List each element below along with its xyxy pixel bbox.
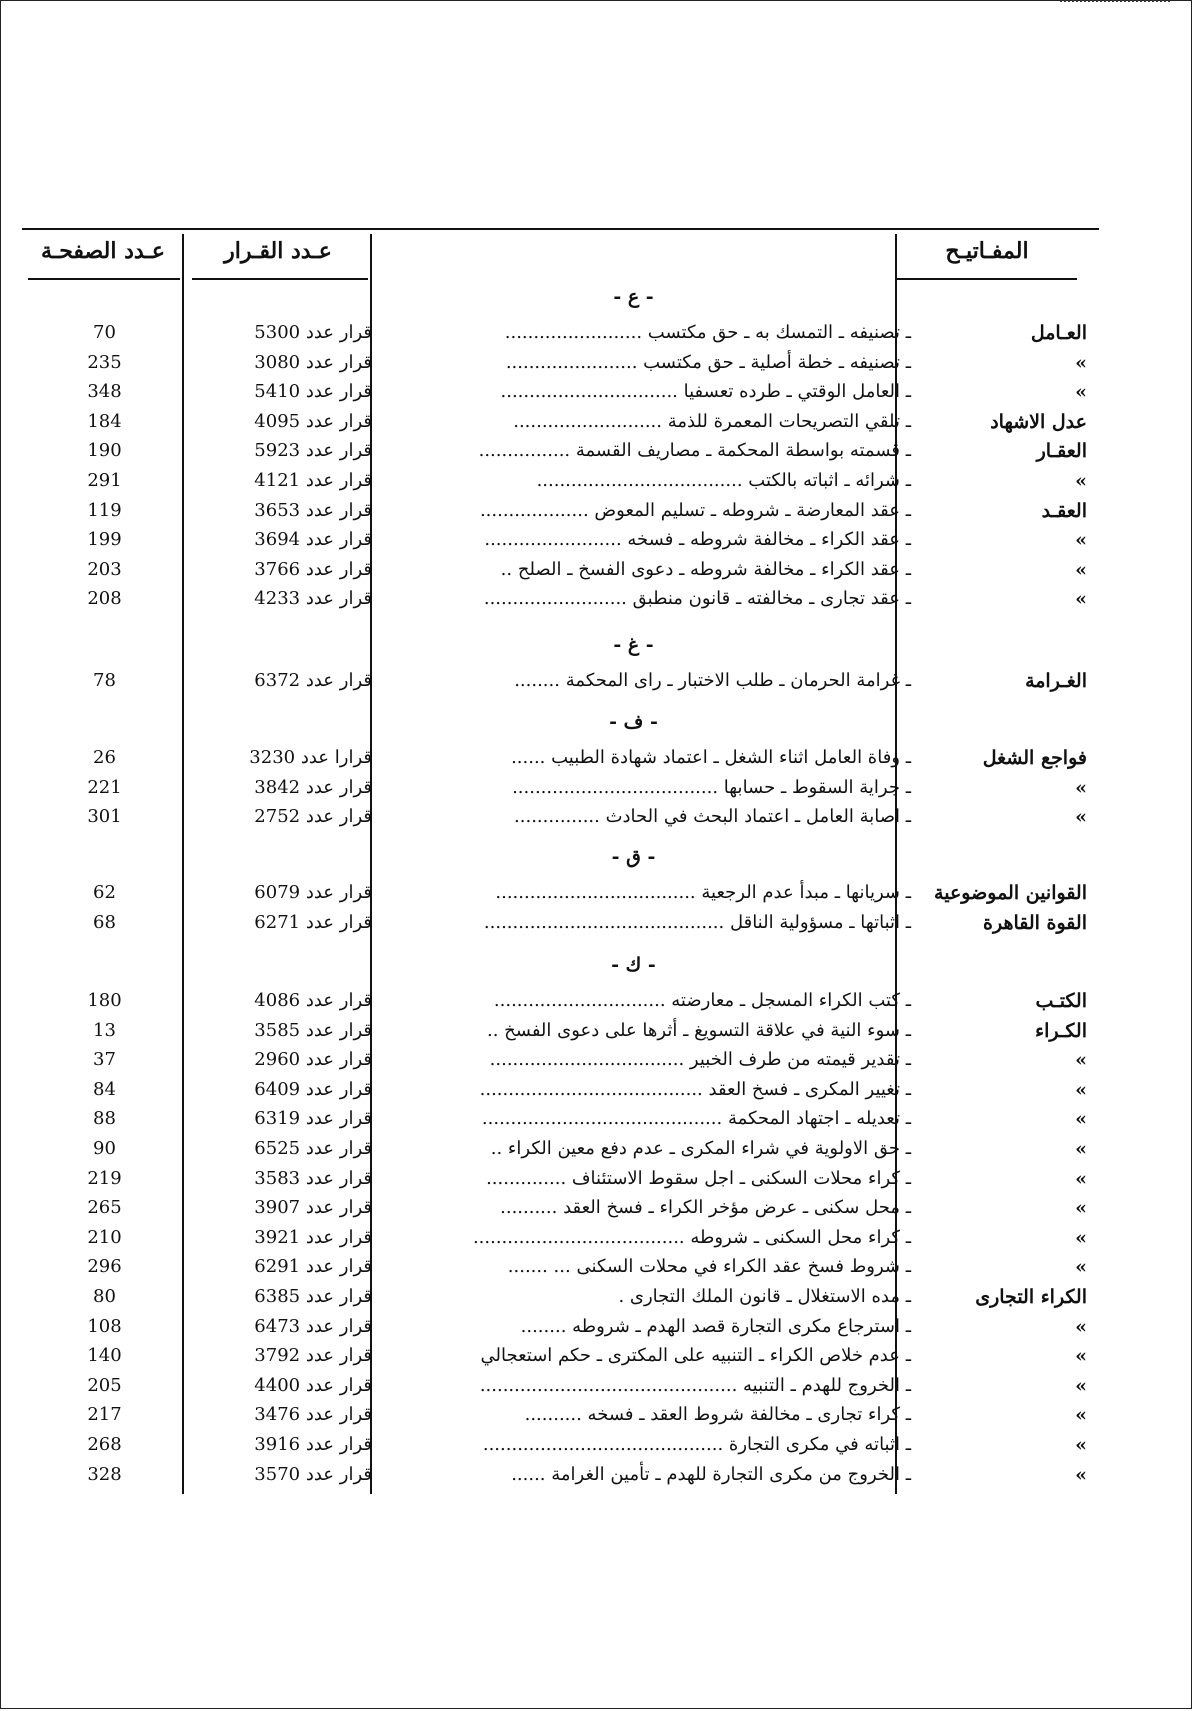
table-row bbox=[22, 407, 1099, 437]
index-key: » bbox=[1075, 381, 1087, 404]
index-key: » bbox=[1075, 776, 1087, 799]
table-row bbox=[22, 1193, 1099, 1223]
page-number: 26 bbox=[93, 747, 116, 768]
decision-number: قرار عدد 2960 bbox=[254, 1049, 372, 1071]
table-row bbox=[22, 1430, 1099, 1460]
page-number: 78 bbox=[93, 670, 116, 691]
decision-number: قرار عدد 3080 bbox=[254, 351, 372, 373]
index-key: عدل الاشهاد bbox=[990, 410, 1087, 433]
table-row bbox=[22, 1460, 1099, 1490]
page-number: 37 bbox=[93, 1049, 116, 1071]
decision-number: قرار عدد 5410 bbox=[254, 381, 372, 403]
index-key: » bbox=[1075, 588, 1087, 611]
decision-number: قرار عدد 6409 bbox=[254, 1078, 372, 1100]
table-row bbox=[22, 584, 1099, 614]
index-key: » bbox=[1075, 351, 1087, 374]
decision-number: قرار عدد 3766 bbox=[254, 558, 372, 580]
entry-description: ـ الخروج للهدم ـ التنبيه ............................................. bbox=[479, 1374, 911, 1396]
table-row bbox=[22, 666, 1099, 696]
page-number: 268 bbox=[87, 1434, 122, 1455]
entry-description: ـ سريانها ـ مبدأ عدم الرجعية ................................... bbox=[495, 882, 911, 903]
page-number: 291 bbox=[87, 470, 122, 491]
entry-description: ـ اثباته في مكرى التجارة .......................................... bbox=[482, 1434, 911, 1455]
page-number: 296 bbox=[87, 1256, 122, 1278]
page-number: 328 bbox=[87, 1463, 122, 1485]
page-number: 80 bbox=[93, 1286, 116, 1307]
page-number: 90 bbox=[93, 1138, 116, 1159]
page-number: 84 bbox=[93, 1078, 116, 1100]
header-decision-number: عـدد القـرار bbox=[224, 238, 332, 264]
index-key: الكتـب bbox=[1035, 990, 1087, 1012]
table-top-rule bbox=[22, 228, 1099, 230]
decision-number: قرار عدد 3921 bbox=[254, 1226, 372, 1248]
entry-description: ـ كراء تجارى ـ مخالفة شروط العقد ـ فسخه .......... bbox=[524, 1404, 911, 1426]
top-scan-mark bbox=[1060, 0, 1170, 8]
table-row bbox=[22, 496, 1099, 526]
header-page-count: عـدد الصفحـة bbox=[40, 238, 166, 264]
table-row bbox=[22, 466, 1099, 496]
table-row bbox=[22, 318, 1099, 348]
index-key: » bbox=[1075, 1404, 1087, 1427]
decision-number: قرار عدد 4121 bbox=[254, 470, 372, 491]
entry-description: ـ مده الاستغلال ـ قانون الملك التجارى . bbox=[618, 1286, 911, 1307]
index-key: العـامل bbox=[1030, 322, 1087, 344]
page-number: 219 bbox=[87, 1167, 122, 1189]
index-key: » bbox=[1075, 470, 1087, 492]
page-number: 203 bbox=[87, 558, 122, 580]
page-number: 210 bbox=[87, 1226, 122, 1248]
entry-description: ـ العامل الوقتي ـ طرده تعسفيا ............................... bbox=[500, 381, 911, 403]
header-keys: المفـاتيـح bbox=[945, 238, 1029, 264]
section-letter: - ك - bbox=[611, 954, 656, 976]
decision-number: قرار عدد 3694 bbox=[254, 529, 372, 551]
table-row bbox=[22, 1223, 1099, 1253]
table-row bbox=[22, 1045, 1099, 1075]
decision-number: قرار عدد 4233 bbox=[254, 588, 372, 610]
table-row bbox=[22, 1134, 1099, 1164]
page-number: 68 bbox=[93, 911, 116, 933]
entry-description: ـ جراية السقوط ـ حسابها .................................... bbox=[512, 776, 911, 798]
entry-description: ـ عقد الكراء ـ مخالفة شروطه ـ دعوى الفسخ ـ الصلح .. bbox=[500, 558, 911, 580]
table-row bbox=[22, 436, 1099, 466]
page-number: 348 bbox=[87, 381, 122, 403]
table-row bbox=[22, 555, 1099, 585]
index-key: العقـد bbox=[1041, 499, 1087, 522]
index-key: » bbox=[1075, 1463, 1087, 1486]
index-key: » bbox=[1075, 1256, 1087, 1279]
page-number: 62 bbox=[93, 882, 116, 903]
index-key: » bbox=[1075, 1374, 1087, 1397]
decision-number: قرار عدد 3585 bbox=[254, 1019, 372, 1041]
page-number: 184 bbox=[87, 410, 122, 432]
entry-description: ـ الخروج من مكرى التجارة للهدم ـ تأمين الغرامة ...... bbox=[511, 1463, 911, 1485]
entry-description: ـ غرامة الحرمان ـ طلب الاختبار ـ راى المحكمة ........ bbox=[514, 670, 911, 691]
decision-number: قرار عدد 4086 bbox=[254, 990, 372, 1011]
index-key: » bbox=[1075, 1434, 1087, 1456]
page-number: 301 bbox=[87, 806, 122, 828]
entry-description: ـ محل سكنى ـ عرض مؤخر الكراء ـ فسخ العقد .......... bbox=[500, 1197, 911, 1219]
entry-description: ـ عقد الكراء ـ مخالفة شروطه ـ فسخه ........................ bbox=[484, 529, 911, 551]
entry-description: ـ استرجاع مكرى التجارة قصد الهدم ـ شروطه ........ bbox=[520, 1315, 911, 1337]
page-number: 119 bbox=[87, 499, 122, 521]
decision-number: قرار عدد 5300 bbox=[254, 322, 372, 343]
decision-number: قرار عدد 6079 bbox=[254, 882, 372, 903]
table-row bbox=[22, 1252, 1099, 1282]
entry-description: ـ قسمته بواسطة المحكمة ـ مصاريف القسمة ................ bbox=[478, 440, 911, 462]
table-row bbox=[22, 802, 1099, 832]
header-underline-page bbox=[28, 278, 180, 280]
header-underline-keys bbox=[897, 278, 1077, 280]
section-letter: - غ - bbox=[613, 634, 654, 656]
page-number: 70 bbox=[93, 322, 116, 343]
decision-number: قرار عدد 3583 bbox=[254, 1167, 372, 1189]
index-key: » bbox=[1075, 1167, 1087, 1190]
entry-description: ـ عدم خلاص الكراء ـ التنبيه على المكترى ـ حكم استعجالي bbox=[480, 1345, 911, 1367]
index-key: الكـراء bbox=[1035, 1019, 1087, 1042]
page-number: 199 bbox=[87, 529, 122, 551]
table-row bbox=[22, 908, 1099, 938]
table-row bbox=[22, 1016, 1099, 1046]
index-key: الكراء التجارى bbox=[975, 1286, 1087, 1308]
table-row bbox=[22, 525, 1099, 555]
page-number: 88 bbox=[93, 1108, 116, 1130]
entry-description: ـ تصنيفه ـ خطة أصلية ـ حق مكتسب ....................... bbox=[505, 351, 911, 373]
entry-description: ـ شرائه ـ اثباته بالكتب .................................... bbox=[536, 470, 911, 491]
decision-number: قرار عدد 3653 bbox=[254, 499, 372, 521]
entry-description: ـ كراء محل السكنى ـ شروطه ..................................... bbox=[472, 1226, 911, 1248]
entry-description: ـ تعديله ـ اجتهاد المحكمة .......................................... bbox=[481, 1108, 911, 1130]
page-number: 217 bbox=[87, 1404, 122, 1426]
table-row bbox=[22, 1400, 1099, 1430]
index-key: » bbox=[1075, 1197, 1087, 1220]
page-number: 208 bbox=[87, 588, 122, 610]
decision-number: قرار عدد 3570 bbox=[254, 1463, 372, 1485]
entry-description: ـ سوء النية في علاقة التسويغ ـ أثرها على دعوى الفسخ .. bbox=[486, 1019, 911, 1041]
entry-description: ـ تلقي التصريحات المعمرة للذمة .......................... bbox=[513, 410, 911, 432]
decision-number: قرار عدد 3792 bbox=[254, 1345, 372, 1367]
decision-number: قرار عدد 2752 bbox=[254, 806, 372, 828]
table-row bbox=[22, 348, 1099, 378]
table-row bbox=[22, 743, 1099, 773]
page-number: 235 bbox=[87, 351, 122, 373]
decision-number: قرار عدد 6271 bbox=[254, 911, 372, 933]
table-row bbox=[22, 1164, 1099, 1194]
entry-description: ـ تصنيفه ـ التمسك به ـ حق مكتسب ........................ bbox=[504, 322, 911, 343]
decision-number: قرار عدد 6372 bbox=[254, 670, 372, 691]
entry-description: ـ كتب الكراء المسجل ـ معارضته .............................. bbox=[493, 990, 911, 1011]
page-number: 108 bbox=[87, 1315, 122, 1337]
table-row bbox=[22, 1075, 1099, 1105]
page-number: 265 bbox=[87, 1197, 122, 1219]
table-row bbox=[22, 773, 1099, 803]
index-key: فواجع الشغل bbox=[982, 747, 1087, 769]
index-key: العقـار bbox=[1036, 440, 1087, 463]
section-letter: - ع - bbox=[613, 286, 654, 308]
index-key: القوة القاهرة bbox=[983, 911, 1087, 934]
index-key: » bbox=[1075, 1049, 1087, 1072]
index-key: » bbox=[1075, 1108, 1087, 1131]
table-row bbox=[22, 1104, 1099, 1134]
section-letter: - ق - bbox=[611, 846, 656, 868]
page-number: 221 bbox=[87, 776, 122, 798]
index-key: الغـرامة bbox=[1025, 670, 1087, 692]
decision-number: قرار عدد 3916 bbox=[254, 1434, 372, 1455]
decision-number: قرار عدد 3842 bbox=[254, 776, 372, 798]
index-key: » bbox=[1075, 1345, 1087, 1368]
decision-number: قرار عدد 3476 bbox=[254, 1404, 372, 1426]
header-underline-decision bbox=[192, 278, 368, 280]
page-number: 205 bbox=[87, 1374, 122, 1396]
entry-description: ـ تقدير قيمته من طرف الخبير .................................. bbox=[489, 1049, 911, 1071]
index-key: » bbox=[1075, 529, 1087, 552]
entry-description: ـ شروط فسخ عقد الكراء في محلات السكنى ... ....... bbox=[507, 1256, 911, 1278]
page-number: 140 bbox=[87, 1345, 122, 1367]
decision-number: قرار عدد 6473 bbox=[254, 1315, 372, 1337]
entry-description: ـ وفاة العامل اثناء الشغل ـ اعتماد شهادة الطبيب ...... bbox=[511, 747, 911, 768]
decision-number: قرار عدد 6319 bbox=[254, 1108, 372, 1130]
section-letter: - ف - bbox=[609, 711, 658, 733]
index-key: » bbox=[1075, 1226, 1087, 1249]
entry-description: ـ عقد تجارى ـ مخالفته ـ قانون منطبق ......................... bbox=[483, 588, 911, 610]
table-row bbox=[22, 986, 1099, 1016]
entry-description: ـ حق الاولوية في شراء المكرى ـ عدم دفع معين الكراء .. bbox=[490, 1138, 911, 1159]
page-number: 190 bbox=[87, 440, 122, 462]
entry-description: ـ اثباتها ـ مسؤولية الناقل .......................................... bbox=[483, 911, 911, 933]
decision-number: قرارا عدد 3230 bbox=[249, 747, 372, 768]
entry-description: ـ تغيير المكرى ـ فسخ العقد ....................................... bbox=[479, 1078, 911, 1100]
table-row bbox=[22, 878, 1099, 908]
decision-number: قرار عدد 6385 bbox=[254, 1286, 372, 1307]
index-key: » bbox=[1075, 558, 1087, 581]
table-row bbox=[22, 1371, 1099, 1401]
entry-description: ـ اصابة العامل ـ اعتماد البحث في الحادث ............... bbox=[514, 806, 911, 828]
table-row bbox=[22, 377, 1099, 407]
decision-number: قرار عدد 6525 bbox=[254, 1138, 372, 1159]
index-key: » bbox=[1075, 1078, 1087, 1101]
entry-description: ـ كراء محلات السكنى ـ اجل سقوط الاستئناف .............. bbox=[486, 1167, 911, 1189]
entry-description: ـ عقد المعارضة ـ شروطه ـ تسليم المعوض ................... bbox=[479, 499, 911, 521]
decision-number: قرار عدد 5923 bbox=[254, 440, 372, 462]
page-number: 13 bbox=[93, 1019, 116, 1041]
decision-number: قرار عدد 4400 bbox=[254, 1374, 372, 1396]
index-key: » bbox=[1075, 806, 1087, 829]
table-row bbox=[22, 1341, 1099, 1371]
table-row bbox=[22, 1312, 1099, 1342]
index-key: » bbox=[1075, 1315, 1087, 1338]
page-number: 180 bbox=[87, 990, 122, 1011]
index-key: القوانين الموضوعية bbox=[934, 882, 1087, 904]
decision-number: قرار عدد 3907 bbox=[254, 1197, 372, 1219]
index-key: » bbox=[1075, 1138, 1087, 1160]
decision-number: قرار عدد 4095 bbox=[254, 410, 372, 432]
decision-number: قرار عدد 6291 bbox=[254, 1256, 372, 1278]
table-row bbox=[22, 1282, 1099, 1312]
